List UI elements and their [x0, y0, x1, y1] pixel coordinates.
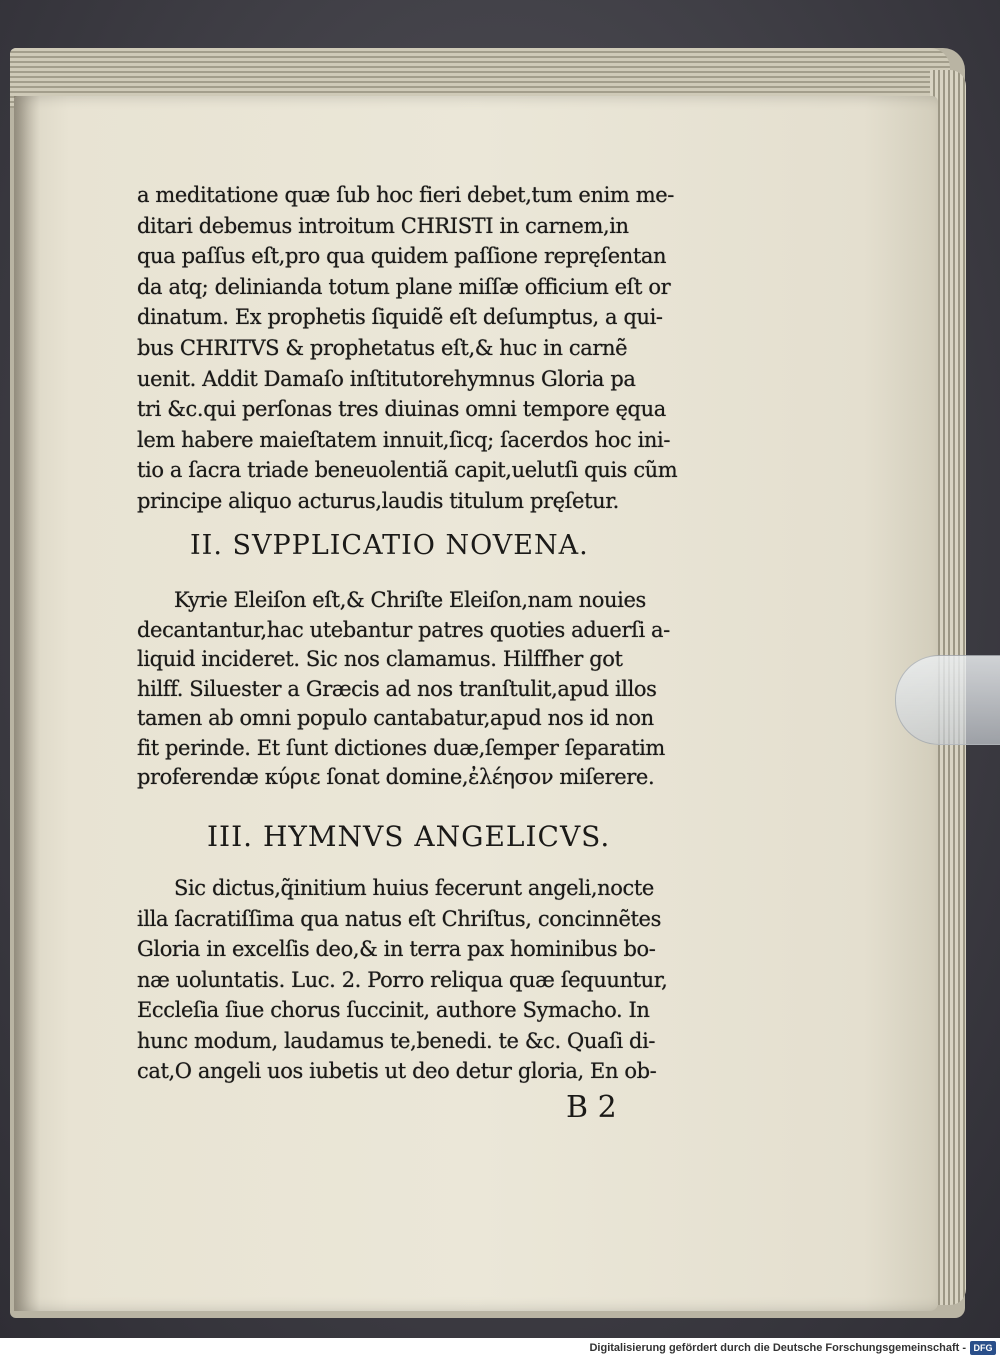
text-line: Gloria in excelſis deo,& in terra pax hominibus bo-	[137, 937, 656, 961]
page-gutter-shadow	[14, 96, 40, 1311]
text-line: bus CHRITVS & prophetatus eſt,& huc in carnẽ	[137, 336, 628, 360]
text-line: hilff. Siluester a Græcis ad nos tranſtulit,apud illos	[137, 676, 657, 701]
footer-credit: Digitalisierung gefördert durch die Deutsche Forschungsgemeinschaft -	[589, 1342, 966, 1354]
text-line: dinatum. Ex prophetis ſiquidẽ eſt deſumptus, a qui-	[137, 305, 663, 330]
text-line: uenit. Addit Damaſo inſtitutorehymnus Gloria pa	[137, 366, 636, 391]
text-line: a meditatione quæ ſub hoc fieri debet,tum enim me-	[137, 183, 674, 207]
text-line: Kyrie Eleiſon eſt,& Chriſte Eleiſon,nam nouies	[174, 588, 646, 612]
plastic-page-clip	[895, 655, 1000, 745]
text-line: hunc modum, laudamus te,benedi. te &c. Quaſi di-	[137, 1028, 656, 1053]
text-line: lem habere maieſtatem innuit,ſicq; ſacerdos hoc ini-	[137, 427, 671, 452]
text-line: principe aliquo acturus,laudis titulum pręſetur.	[137, 489, 619, 513]
signature-mark: B 2	[566, 1090, 617, 1125]
text-line: ditari debemus introitum CHRISTI in carnem,in	[137, 213, 629, 238]
text-line: da atq; delinianda totum plane miſſæ officium eſt or	[137, 274, 671, 299]
text-line: qua paſſus eſt,pro qua quidem paſſione repręſentan	[137, 244, 667, 269]
text-line: decantantur,hac utebantur patres quoties aduerſi a-	[137, 617, 670, 642]
dfg-logo: DFG	[970, 1341, 996, 1355]
text-line: illa ſacratiſſima qua natus eſt Chriſtus, concinnẽtes	[137, 906, 661, 931]
text-line: Eccleſia ſiue chorus ſuccinit, authore Symacho. In	[137, 998, 650, 1022]
text-line: næ uoluntatis. Luc. 2. Porro reliqua quæ ſequuntur,	[137, 967, 668, 992]
text-line: fit perinde. Et ſunt dictiones duæ,ſemper ſeparatim	[137, 735, 665, 760]
text-line: tri &c.qui perſonas tres diuinas omni tempore ęqua	[137, 397, 666, 422]
text-line: tio a ſacra triade beneuolentiã capit,uelutſi quis cũm	[137, 458, 678, 483]
text-line: Sic dictus,q̃initium huius fecerunt angeli,nocte	[174, 876, 654, 900]
text-line: liquid incideret. Sic nos clamamus. Hilffher got	[137, 647, 623, 671]
heading-supplicatio-novena: II. SVPPLICATIO NOVENA.	[190, 530, 589, 561]
text-line: cat,O angeli uos iubetis ut deo detur gloria, En ob-	[137, 1059, 657, 1083]
text-line: tamen ab omni populo cantabatur,apud nos id non	[137, 706, 654, 730]
heading-hymnus-angelicus: III. HYMNVS ANGELICVS.	[207, 820, 611, 853]
footer-bar	[0, 1338, 1000, 1360]
text-line: proferendæ κύριε ſonat domine,ἐλέησον miſerere.	[137, 765, 655, 789]
